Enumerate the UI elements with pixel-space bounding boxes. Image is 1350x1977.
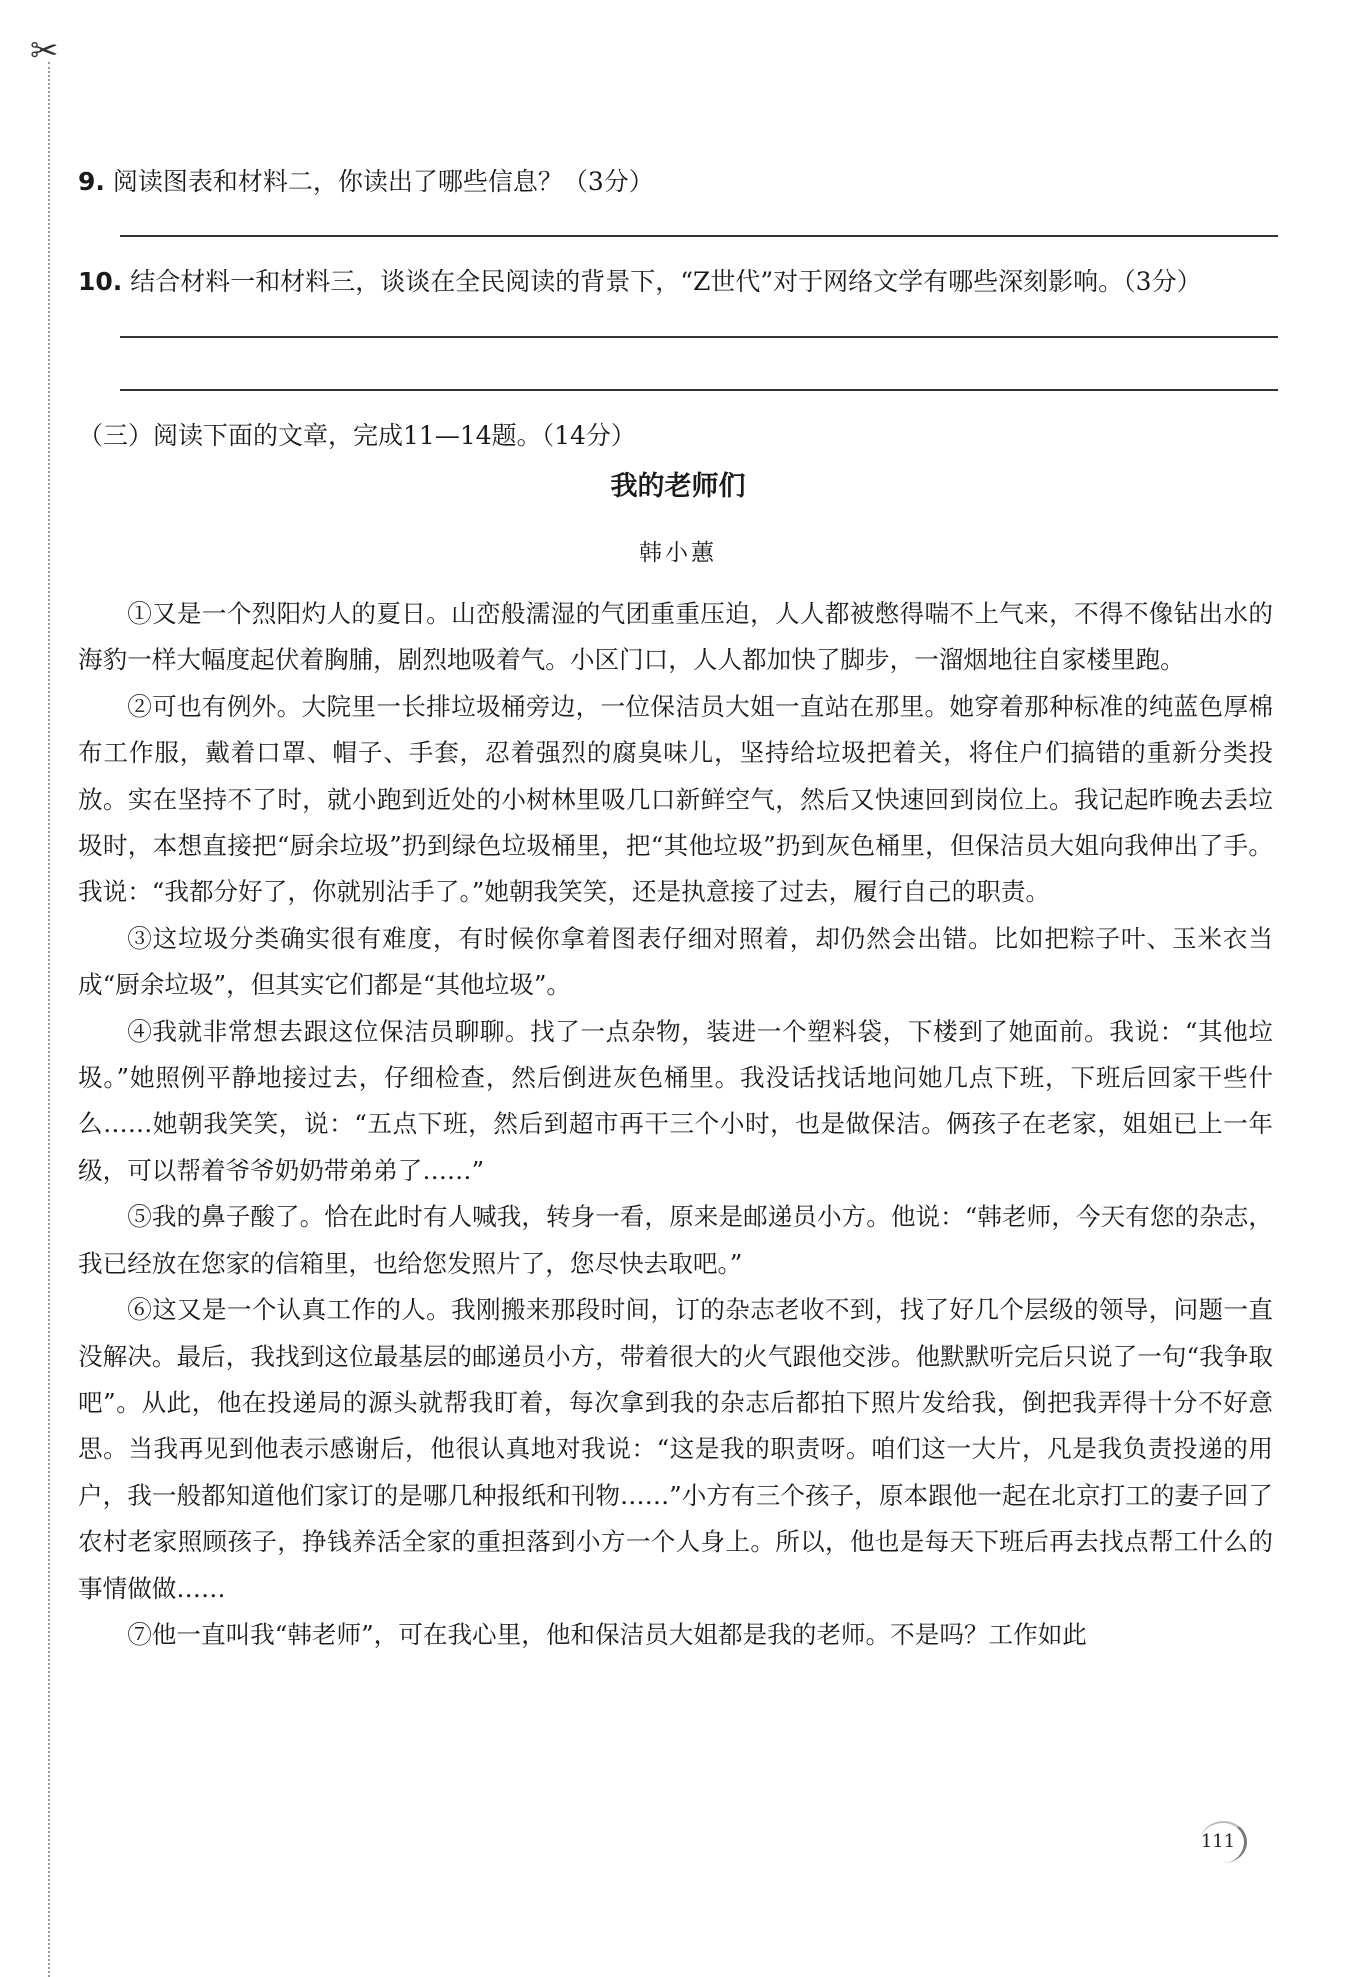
question-number: 9. — [78, 167, 105, 196]
paragraph-5: ⑤我的鼻子酸了。恰在此时有人喊我，转身一看，原来是邮递员小方。他说：“韩老师，今天有您的杂志，我已经放在您家的信箱里，也给您发照片了，您尽快去取吧。” — [78, 1202, 1273, 1278]
article-title: 我的老师们 — [610, 471, 746, 502]
paragraph-6: ⑥这又是一个认真工作的人。我刚搬来那段时间，订的杂志老收不到，找了好几个层级的领导，问题一直没解决。最后，我找到这位最基层的邮递员小方，带着很大的火气跟他交涉。他默默听完后只说了一句“我争取吧”。从此，他在投递局的源头就帮我盯着，每次拿到我的杂志后都拍下照片发给我，倒把我弄得十分不好意思。当我再见到他表示感谢后，他很认真地对我说：“这是我的职责呀。咱们这一大片，凡是我负责投递的用户，我一般都知道他们家订的是哪几种报纸和刊物……”小方有三个孩子，原本跟他一起在北京打工的妻子回了农村老家照顾孩子，挣钱养活全家的重担落到小方一个人身上。所以，他也是每天下班后再去找点帮工什么的事情做做…… — [78, 1295, 1273, 1603]
question-text: 阅读图表和材料二，你读出了哪些信息？（3分） — [112, 167, 654, 196]
question-number: 10. — [78, 267, 123, 296]
answer-line[interactable] — [120, 336, 1278, 338]
paragraph-2: ②可也有例外。大院里一长排垃圾桶旁边，一位保洁员大姐一直站在那里。她穿着那种标准的纯蓝色厚棉布工作服，戴着口罩、帽子、手套，忍着强烈的腐臭味儿，坚持给垃圾把着关，将住户们搞错的重新分类投放。实在坚持不了时，就小跑到近处的小树林里吸几口新鲜空气，然后又快速回到岗位上。我记起昨晚去丢垃圾时，本想直接把“厨余垃圾”扔到绿色垃圾桶里，把“其他垃圾”扔到灰色桶里，但保洁员大姐向我伸出了手。我说：“我都分好了，你就别沾手了。”她朝我笑笑，还是执意接了过去，履行自己的职责。 — [78, 691, 1273, 907]
cut-dotted-line — [48, 62, 50, 1977]
article-body — [78, 591, 1273, 1658]
paragraph-4: ④我就非常想去跟这位保洁员聊聊。找了一点杂物，装进一个塑料袋，下楼到了她面前。我说：“其他垃圾。”她照例平静地接过去，仔细检查，然后倒进灰色桶里。我没话找话地问她几点下班，下班后回家干些什么……她朝我笑笑，说：“五点下班，然后到超市再干三个小时，也是做保洁。俩孩子在老家，姐姐已上一年级，可以帮着爷爷奶奶带弟弟了……” — [78, 1016, 1273, 1185]
scissors-icon: ✂ — [30, 31, 59, 71]
question-10 — [78, 264, 1278, 300]
question-text: 结合材料一和材料三，谈谈在全民阅读的背景下，“Z世代”对于网络文学有哪些深刻影响。（3分） — [130, 267, 1202, 296]
section-heading: （三）阅读下面的文章，完成11—14题。（14分） — [78, 421, 636, 450]
article-author: 韩小蕙 — [639, 540, 717, 566]
answer-line[interactable] — [120, 235, 1278, 237]
paragraph-1: ①又是一个烈阳灼人的夏日。山峦般濡湿的气团重重压迫，人人都被憋得喘不上气来，不得不像钻出水的海豹一样大幅度起伏着胸脯，剧烈地吸着气。小区门口，人人都加快了脚步，一溜烟地往自家楼里跑。 — [78, 599, 1273, 675]
question-9 — [78, 164, 1278, 200]
page-number: 111 — [1200, 1831, 1236, 1852]
page-number-badge — [1196, 1821, 1244, 1861]
paragraph-7: ⑦他一直叫我“韩老师”，可在我心里，他和保洁员大姐都是我的老师。不是吗？工作如此 — [127, 1619, 1087, 1649]
paragraph-3: ③这垃圾分类确实很有难度，有时候你拿着图表仔细对照着，却仍然会出错。比如把粽子叶、玉米衣当成“厨余垃圾”，但其实它们都是“其他垃圾”。 — [78, 923, 1273, 1000]
answer-line[interactable] — [120, 389, 1278, 391]
